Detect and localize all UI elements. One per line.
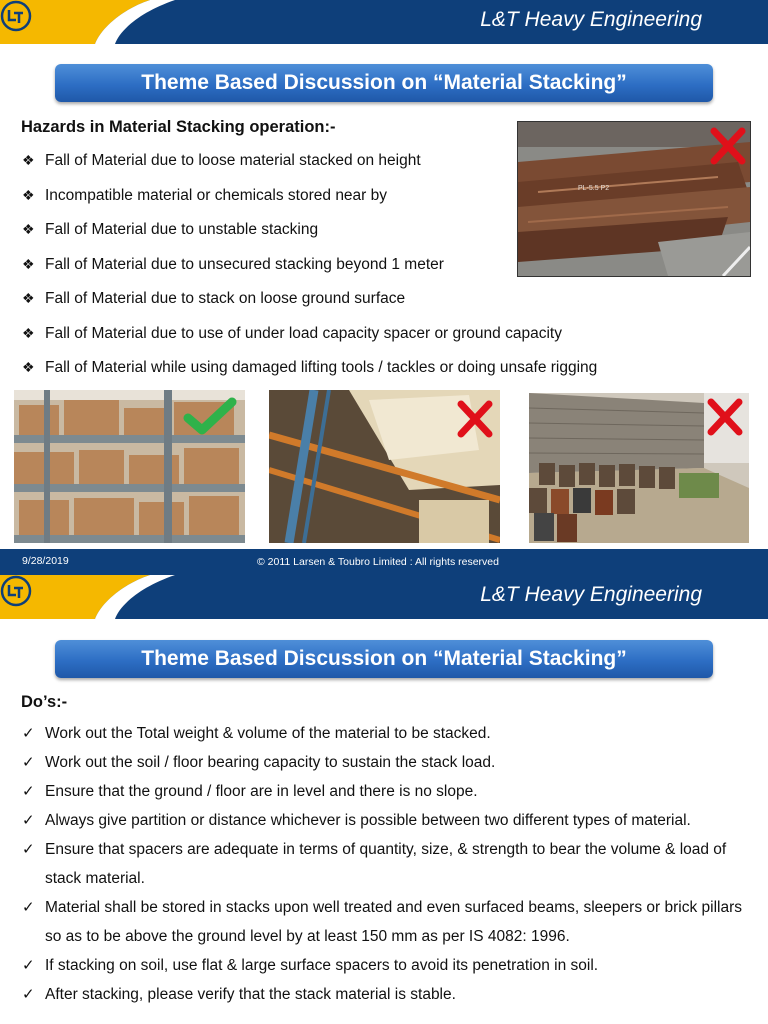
- slide-header: [0, 575, 768, 619]
- dos-list: [22, 719, 752, 1009]
- lt-logo-icon: [0, 575, 32, 607]
- slide-title: Theme Based Discussion on “Material Stacking”: [55, 640, 713, 678]
- brand-name: L&T Heavy Engineering: [480, 8, 702, 31]
- check-bullet-icon: ✓: [22, 725, 35, 742]
- list-item: ❖ Fall of Material due to unsecured stacking beyond 1 meter: [22, 255, 444, 273]
- check-bullet-icon: ✓: [22, 899, 35, 916]
- steel-plates-photo: [517, 121, 751, 277]
- red-x-icon: [710, 127, 746, 165]
- slide-header: [0, 0, 768, 44]
- diamond-bullet-icon: ❖: [22, 152, 35, 168]
- list-item: ❖ Fall of Material due to unstable stacking: [22, 221, 319, 238]
- check-bullet-icon: ✓: [22, 841, 35, 858]
- list-item: ❖ Incompatible material or chemicals stored near by: [22, 186, 388, 204]
- plate-label: PL-5.5 P2: [578, 185, 610, 192]
- list-item: ❖ Fall of Material due to use of under load capacity spacer or ground capacity: [22, 324, 562, 342]
- pallet-rack-photo: [269, 390, 500, 543]
- list-item: ✓ If stacking on soil, use flat & large surface spacers to avoid its penetration in soil.: [22, 951, 752, 980]
- diamond-bullet-icon: ❖: [22, 186, 35, 203]
- list-item: ✓ After stacking, please verify that the stack material is stable.: [22, 980, 752, 1009]
- slide-footer: [0, 549, 768, 575]
- list-item: ✓ Material shall be stored in stacks upon well treated and even surfaced beams, sleepers or brick pillars so as to be above the ground level by at least 150 mm as per IS 4082: 1996.: [22, 893, 752, 951]
- diamond-bullet-icon: ❖: [22, 324, 35, 341]
- check-bullet-icon: ✓: [22, 957, 35, 974]
- list-item: ❖ Fall of Material due to stack on loose ground surface: [22, 290, 406, 307]
- lt-logo-icon: [0, 0, 32, 32]
- diamond-bullet-icon: ❖: [22, 255, 35, 272]
- hazards-heading: Hazards in Material Stacking operation:-: [21, 118, 336, 136]
- check-bullet-icon: ✓: [22, 986, 35, 1003]
- list-item: ✓ Ensure that spacers are adequate in terms of quantity, size, & strength to bear the volume & load of stack material.: [22, 835, 752, 893]
- list-item: ✓ Always give partition or distance whichever is possible between two different types of material.: [22, 806, 752, 835]
- shelf-stacking-photo: [14, 390, 245, 543]
- diamond-bullet-icon: ❖: [22, 290, 35, 306]
- check-bullet-icon: ✓: [22, 754, 35, 771]
- list-item: ❖ Fall of Material due to loose material stacked on height: [22, 152, 421, 169]
- slide-dos: [0, 575, 768, 1024]
- list-item: ✓ Ensure that the ground / floor are in level and there is no slope.: [22, 777, 752, 806]
- hazards-list: [22, 152, 597, 394]
- check-bullet-icon: ✓: [22, 783, 35, 800]
- footer-date: 9/28/2019: [22, 555, 69, 567]
- green-check-icon: [182, 396, 238, 436]
- drums-wall-photo: [529, 393, 749, 543]
- list-item: ✓ Work out the Total weight & volume of the material to be stacked.: [22, 719, 752, 748]
- brand-name: L&T Heavy Engineering: [480, 583, 702, 606]
- red-x-icon: [457, 400, 493, 438]
- list-item: ✓ Work out the soil / floor bearing capacity to sustain the stack load.: [22, 748, 752, 777]
- check-bullet-icon: ✓: [22, 812, 35, 829]
- list-item: ❖ Fall of Material while using damaged lifting tools / tackles or doing unsafe rigging: [22, 359, 598, 376]
- footer-copyright: © 2011 Larsen & Toubro Limited : All rights reserved: [257, 556, 499, 568]
- dos-heading: Do’s:-: [21, 693, 68, 711]
- diamond-bullet-icon: ❖: [22, 221, 35, 237]
- diamond-bullet-icon: ❖: [22, 359, 35, 375]
- red-x-icon: [707, 398, 743, 436]
- slide-title: Theme Based Discussion on “Material Stacking”: [55, 64, 713, 102]
